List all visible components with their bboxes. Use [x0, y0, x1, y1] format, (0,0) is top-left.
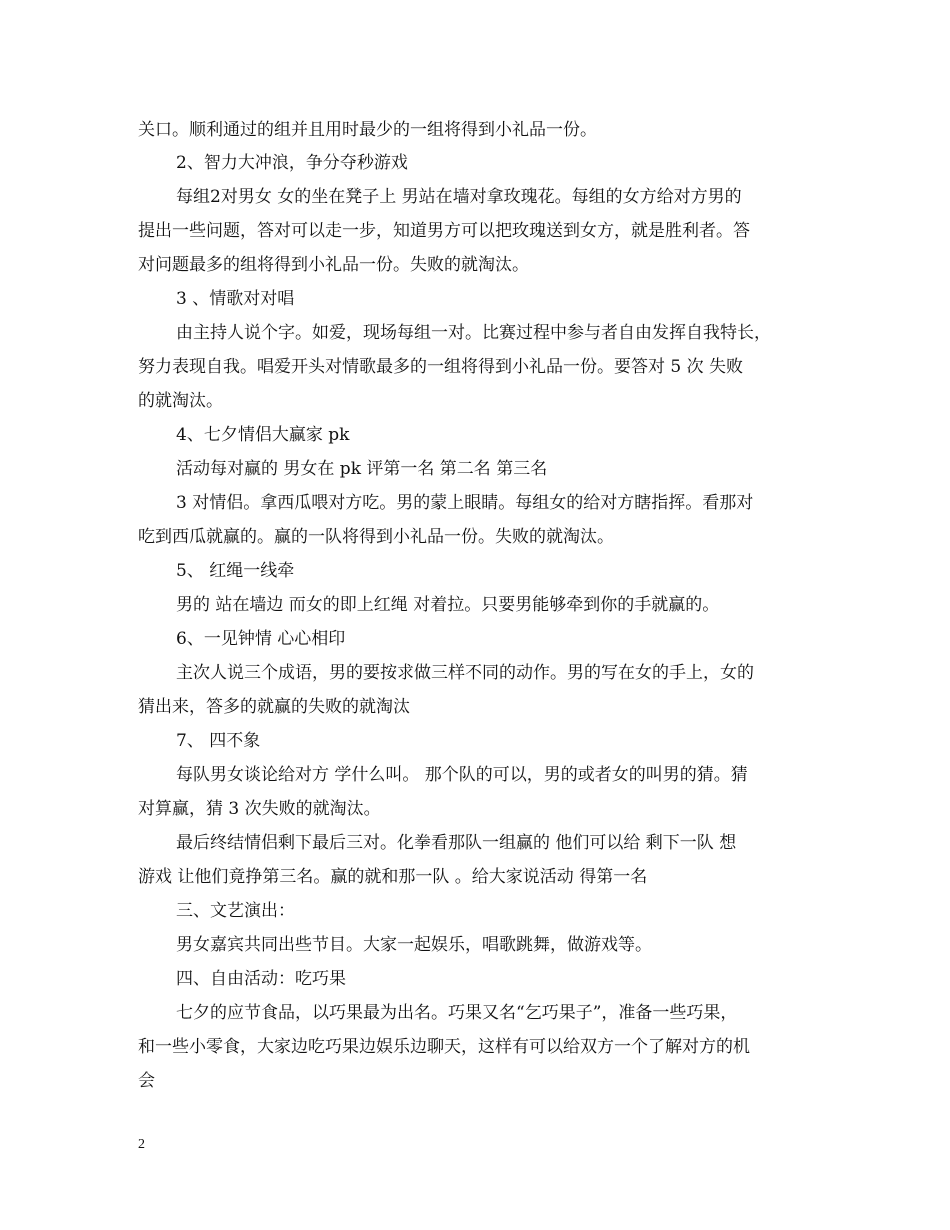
text-line: 会 [138, 1071, 155, 1091]
text-line: 6、一见钟情 心心相印 [176, 629, 346, 649]
text-line: 提出一些问题，答对可以走一步，知道男方可以把玫瑰送到女方，就是胜利者。答 [138, 221, 750, 241]
text-line: 努力表现自我。唱爱开头对情歌最多的一组将得到小礼品一份。要答对 5 次 失败 [138, 357, 744, 377]
text-line: 和一些小零食，大家边吃巧果边娱乐边聊天，这样有可以给双方一个了解对方的机 [138, 1037, 750, 1057]
text-line: 由主持人说个字。如爱，现场每组一对。比赛过程中参与者自由发挥自我特长， [176, 323, 771, 343]
text-line: 每队男女谈论给对方 学什么叫。 那个队的可以，男的或者女的叫男的猜。猜 [176, 765, 748, 785]
text-line: 猜出来，答多的就赢的失败的就淘汰 [138, 697, 410, 717]
text-line: 三、文艺演出： [176, 901, 295, 921]
text-line: 7、 四不象 [176, 731, 261, 751]
text-line: 2、智力大冲浪，争分夺秒游戏 [176, 153, 408, 173]
text-line: 男女嘉宾共同出些节目。大家一起娱乐，唱歌跳舞，做游戏等。 [176, 935, 652, 955]
text-line: 男的 站在墙边 而女的即上红绳 对着拉。只要男能够牵到你的手就赢的。 [176, 595, 720, 615]
text-line: 游戏 让他们竟挣第三名。赢的就和那一队 。给大家说活动 得第一名 [138, 867, 648, 887]
text-line: 活动每对赢的 男女在 pk 评第一名 第二名 第三名 [176, 459, 548, 479]
text-line: 4、七夕情侣大赢家 pk [176, 425, 350, 445]
text-line: 最后终结情侣剩下最后三对。化拳看那队一组赢的 他们可以给 剩下一队 想 [176, 833, 737, 853]
text-line: 主次人说三个成语，男的要按求做三样不同的动作。男的写在女的手上，女的 [176, 663, 754, 683]
text-line: 5、 红绳一线牵 [176, 561, 295, 581]
text-line: 3 对情侣。拿西瓜喂对方吃。男的蒙上眼睛。每组女的给对方瞎指挥。看那对 [176, 493, 754, 513]
text-line: 的就淘汰。 [138, 391, 223, 411]
page-number: 2 [138, 1137, 145, 1152]
text-line: 每组2对男女 女的坐在凳子上 男站在墙对拿玫瑰花。每组的女方给对方男的 [176, 187, 742, 207]
text-line: 对算赢，猜 3 次失败的就淘汰。 [138, 799, 381, 819]
text-line: 四、自由活动：吃巧果 [176, 969, 346, 989]
text-line: 吃到西瓜就赢的。赢的一队将得到小礼品一份。失败的就淘汰。 [138, 527, 614, 547]
text-line: 关口。顺利通过的组并且用时最少的一组将得到小礼品一份。 [138, 120, 597, 140]
text-line: 七夕的应节食品，以巧果最为出名。巧果又名“乞巧果子”，准备一些巧果， [176, 1003, 738, 1023]
text-line: 3 、情歌对对唱 [176, 289, 295, 309]
text-line: 对问题最多的组将得到小礼品一份。失败的就淘汰。 [138, 255, 529, 275]
